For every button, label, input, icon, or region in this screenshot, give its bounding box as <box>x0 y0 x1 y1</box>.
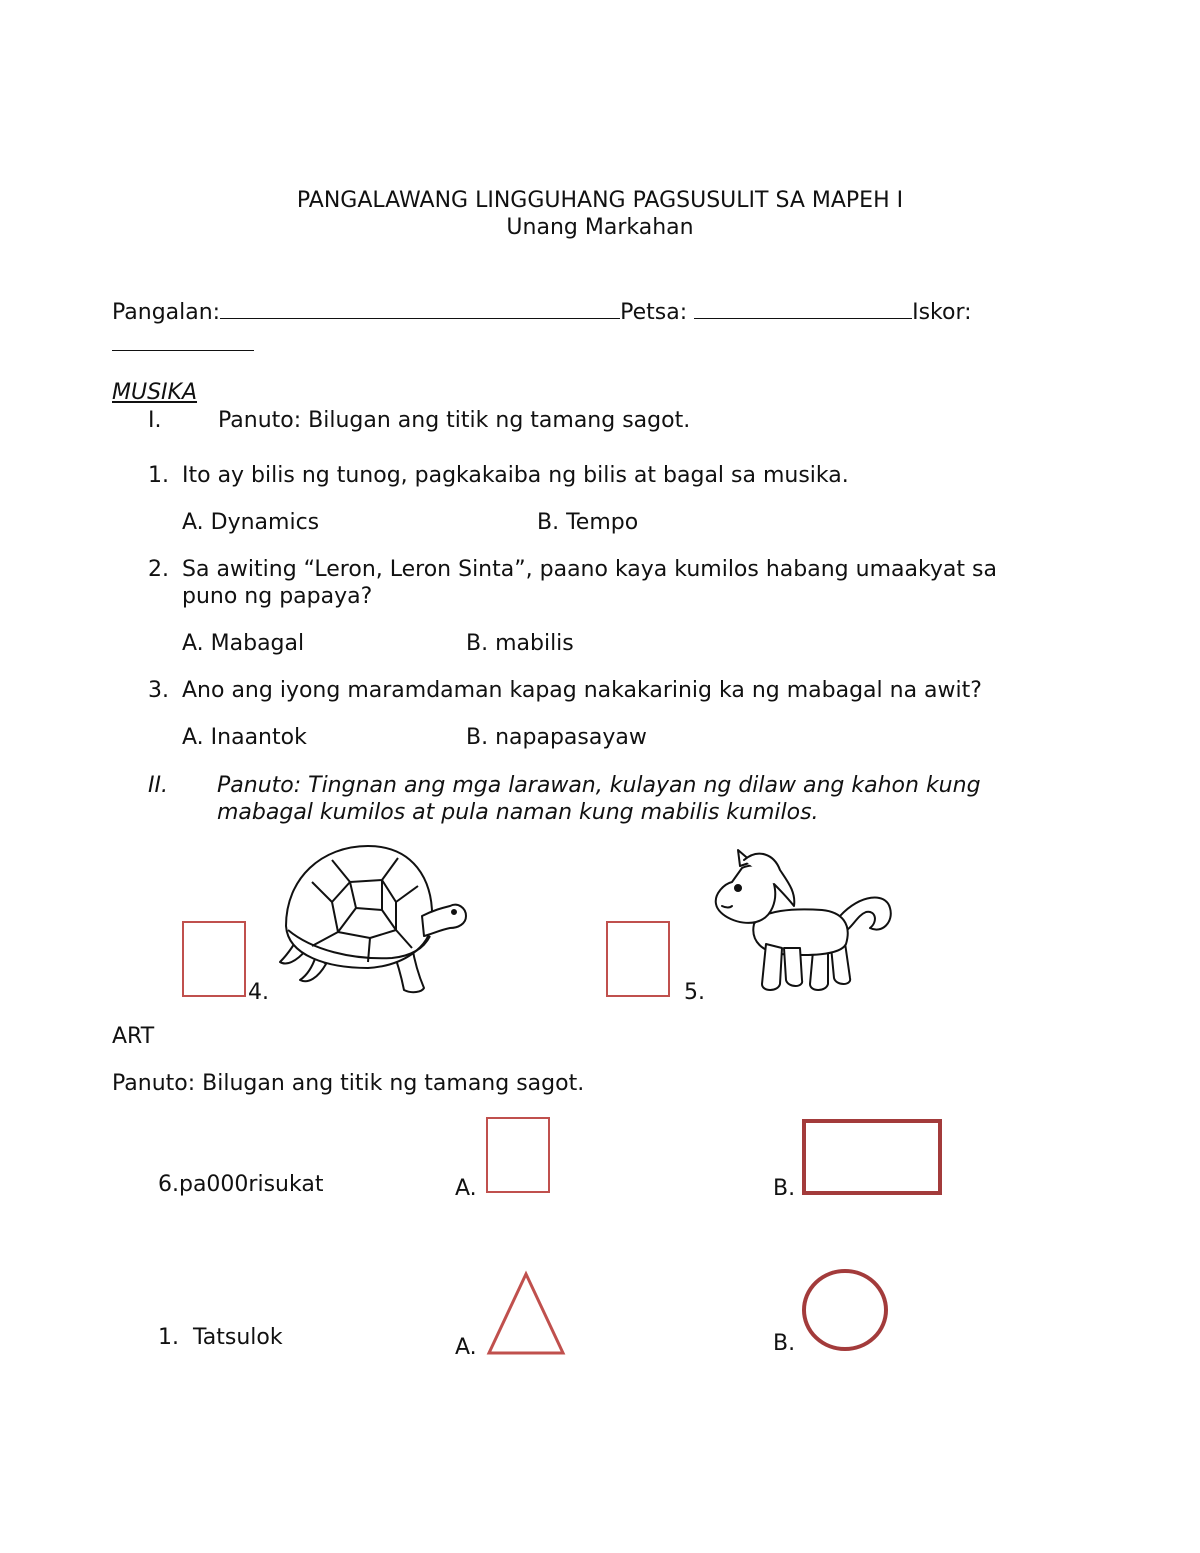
score-blank[interactable] <box>112 330 254 351</box>
q6-choice-a[interactable]: A. <box>455 1176 477 1201</box>
part2-numeral: II. <box>148 773 168 798</box>
square-shape <box>486 1117 550 1193</box>
info-line <box>112 298 972 326</box>
item5-number: 5. <box>684 980 705 1005</box>
triangle-shape <box>486 1270 566 1356</box>
q7-choice-b[interactable]: B. <box>773 1331 796 1356</box>
exam-title: PANGALAWANG LINGGUHANG PAGSUSULIT SA MAPEH I <box>296 188 904 213</box>
exam-subtitle: Unang Markahan <box>506 215 694 240</box>
part2-instruction-line2: mabagal kumilos at pula naman kung mabilis kumilos. <box>217 800 819 825</box>
date-label: Petsa: <box>620 300 688 325</box>
art-instruction: Panuto: Bilugan ang titik ng tamang sagot. <box>112 1071 585 1096</box>
date-blank[interactable] <box>694 298 912 319</box>
horse-icon <box>710 844 896 1000</box>
musika-heading: MUSIKA <box>112 380 198 405</box>
q2-text-line1: Sa awiting “Leron, Leron Sinta”, paano kaya kumilos habang umaakyat sa <box>182 557 997 582</box>
item5-color-box[interactable] <box>606 921 670 997</box>
q2-choice-b[interactable]: B. mabilis <box>466 631 574 656</box>
q6-label: 6.pa000risukat <box>158 1172 324 1197</box>
q1-number: 1. <box>148 463 169 488</box>
rectangle-shape <box>802 1119 942 1195</box>
turtle-icon <box>272 838 472 1000</box>
item4-color-box[interactable] <box>182 921 246 997</box>
score-label: Iskor: <box>912 300 972 325</box>
q2-choice-a[interactable]: A. Mabagal <box>182 631 305 656</box>
circle-shape <box>801 1268 889 1352</box>
item4-number: 4. <box>248 980 269 1005</box>
score-blank-line <box>112 330 254 358</box>
q6-choice-b[interactable]: B. <box>773 1176 796 1201</box>
part1-numeral: I. <box>148 408 162 433</box>
q1-text: Ito ay bilis ng tunog, pagkakaiba ng bilis at bagal sa musika. <box>182 463 849 488</box>
name-label: Pangalan: <box>112 300 221 325</box>
q7-choice-a[interactable]: A. <box>455 1335 477 1360</box>
q3-choice-a[interactable]: A. Inaantok <box>182 725 307 750</box>
q1-choice-b[interactable]: B. Tempo <box>537 510 639 535</box>
part2-instruction-line1: Panuto: Tingnan ang mga larawan, kulayan ng dilaw ang kahon kung <box>217 773 981 798</box>
q2-number: 2. <box>148 557 169 582</box>
q3-text: Ano ang iyong maramdaman kapag nakakarinig ka ng mabagal na awit? <box>182 678 982 703</box>
name-blank[interactable] <box>220 298 620 319</box>
q3-number: 3. <box>148 678 169 703</box>
q7-label: Tatsulok <box>193 1325 283 1350</box>
art-heading: ART <box>112 1024 155 1049</box>
q1-choice-a[interactable]: A. Dynamics <box>182 510 320 535</box>
part1-instruction: Panuto: Bilugan ang titik ng tamang sagot. <box>218 408 691 433</box>
q3-choice-b[interactable]: B. napapasayaw <box>466 725 647 750</box>
q2-text-line2: puno ng papaya? <box>182 584 373 609</box>
q7-number: 1. <box>158 1325 179 1350</box>
